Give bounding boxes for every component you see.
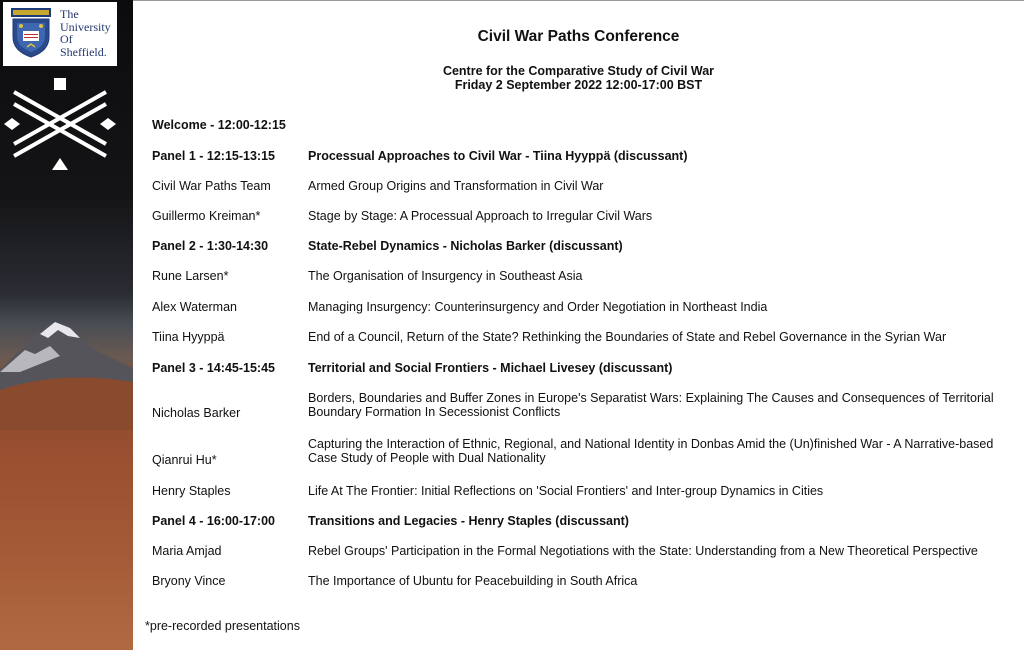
schedule-document xyxy=(133,0,1024,650)
row-title: Rebel Groups' Participation in the Formal Negotiations with the State: Understanding from a New Theoretical Perspective xyxy=(308,544,978,558)
row-title: Processual Approaches to Civil War - Tiina Hyyppä (discussant) xyxy=(308,149,688,163)
sidebar-panel xyxy=(0,0,133,650)
row-label: Panel 2 - 1:30-14:30 xyxy=(152,239,269,253)
row-label: Panel 3 - 14:45-15:45 xyxy=(152,361,275,375)
conference-subtitle xyxy=(133,64,1024,92)
row-label: Tiina Hyyppä xyxy=(152,330,225,344)
university-name xyxy=(60,8,111,58)
row-label: Qianrui Hu* xyxy=(152,453,217,467)
row-label: Panel 4 - 16:00-17:00 xyxy=(152,514,275,528)
row-title: Transitions and Legacies - Henry Staples (discussant) xyxy=(308,514,629,528)
row-label: Civil War Paths Team xyxy=(152,179,271,193)
row-title: Armed Group Origins and Transformation in Civil War xyxy=(308,179,604,193)
row-title: Managing Insurgency: Counterinsurgency and Order Negotiation in Northeast India xyxy=(308,300,768,314)
row-label: Panel 1 - 12:15-13:15 xyxy=(152,149,275,163)
row-label: Bryony Vince xyxy=(152,574,226,588)
row-label: Nicholas Barker xyxy=(152,406,241,420)
row-title: Territorial and Social Frontiers - Michael Livesey (discussant) xyxy=(308,361,673,375)
date-line: Friday 2 September 2022 12:00-17:00 BST xyxy=(454,78,703,92)
row-title: End of a Council, Return of the State? Rethinking the Boundaries of State and Rebel Governance in the Syrian War xyxy=(308,330,947,344)
row-title: Borders, Boundaries and Buffer Zones in Europe's Separatist Wars: Explaining The Causes and Consequences of Territorial Boundary Formation In Secessionist Conflicts xyxy=(308,391,994,419)
row-title: State-Rebel Dynamics - Nicholas Barker (discussant) xyxy=(308,239,623,253)
logo-line-1: The xyxy=(60,7,79,21)
row-label: Welcome - 12:00-12:15 xyxy=(152,118,286,132)
organizer-line: Centre for the Comparative Study of Civil War xyxy=(442,64,715,78)
row-title: The Organisation of Insurgency in Southeast Asia xyxy=(308,269,583,283)
mountain-landscape-image xyxy=(0,310,133,430)
row-title: The Importance of Ubuntu for Peacebuilding in South Africa xyxy=(308,574,638,588)
row-label: Rune Larsen* xyxy=(152,269,229,283)
university-crest-icon xyxy=(9,7,53,59)
row-label: Guillermo Kreiman* xyxy=(152,209,261,223)
row-label: Maria Amjad xyxy=(152,544,222,558)
page-title: Civil War Paths Conference xyxy=(477,28,680,45)
row-title: Stage by Stage: A Processual Approach to Irregular Civil Wars xyxy=(308,209,653,223)
row-title: Capturing the Interaction of Ethnic, Regional, and National Identity in Donbas Amid the (Un)finished War - A Narrative-based Case Study of People with Dual Nationality xyxy=(308,437,994,465)
logo-line-4: Sheffield. xyxy=(60,44,107,59)
footnote: *pre-recorded presentations xyxy=(145,619,300,633)
logo-line-3: Of xyxy=(60,32,73,46)
logo-line-2: University xyxy=(60,19,111,34)
row-label: Henry Staples xyxy=(152,484,231,498)
row-title: Life At The Frontier: Initial Reflections on 'Social Frontiers' and Inter-group Dynamics in Cities xyxy=(308,484,824,498)
crossed-lines-emblem-icon xyxy=(0,74,120,174)
row-label: Alex Waterman xyxy=(152,300,237,314)
university-logo xyxy=(3,2,117,66)
